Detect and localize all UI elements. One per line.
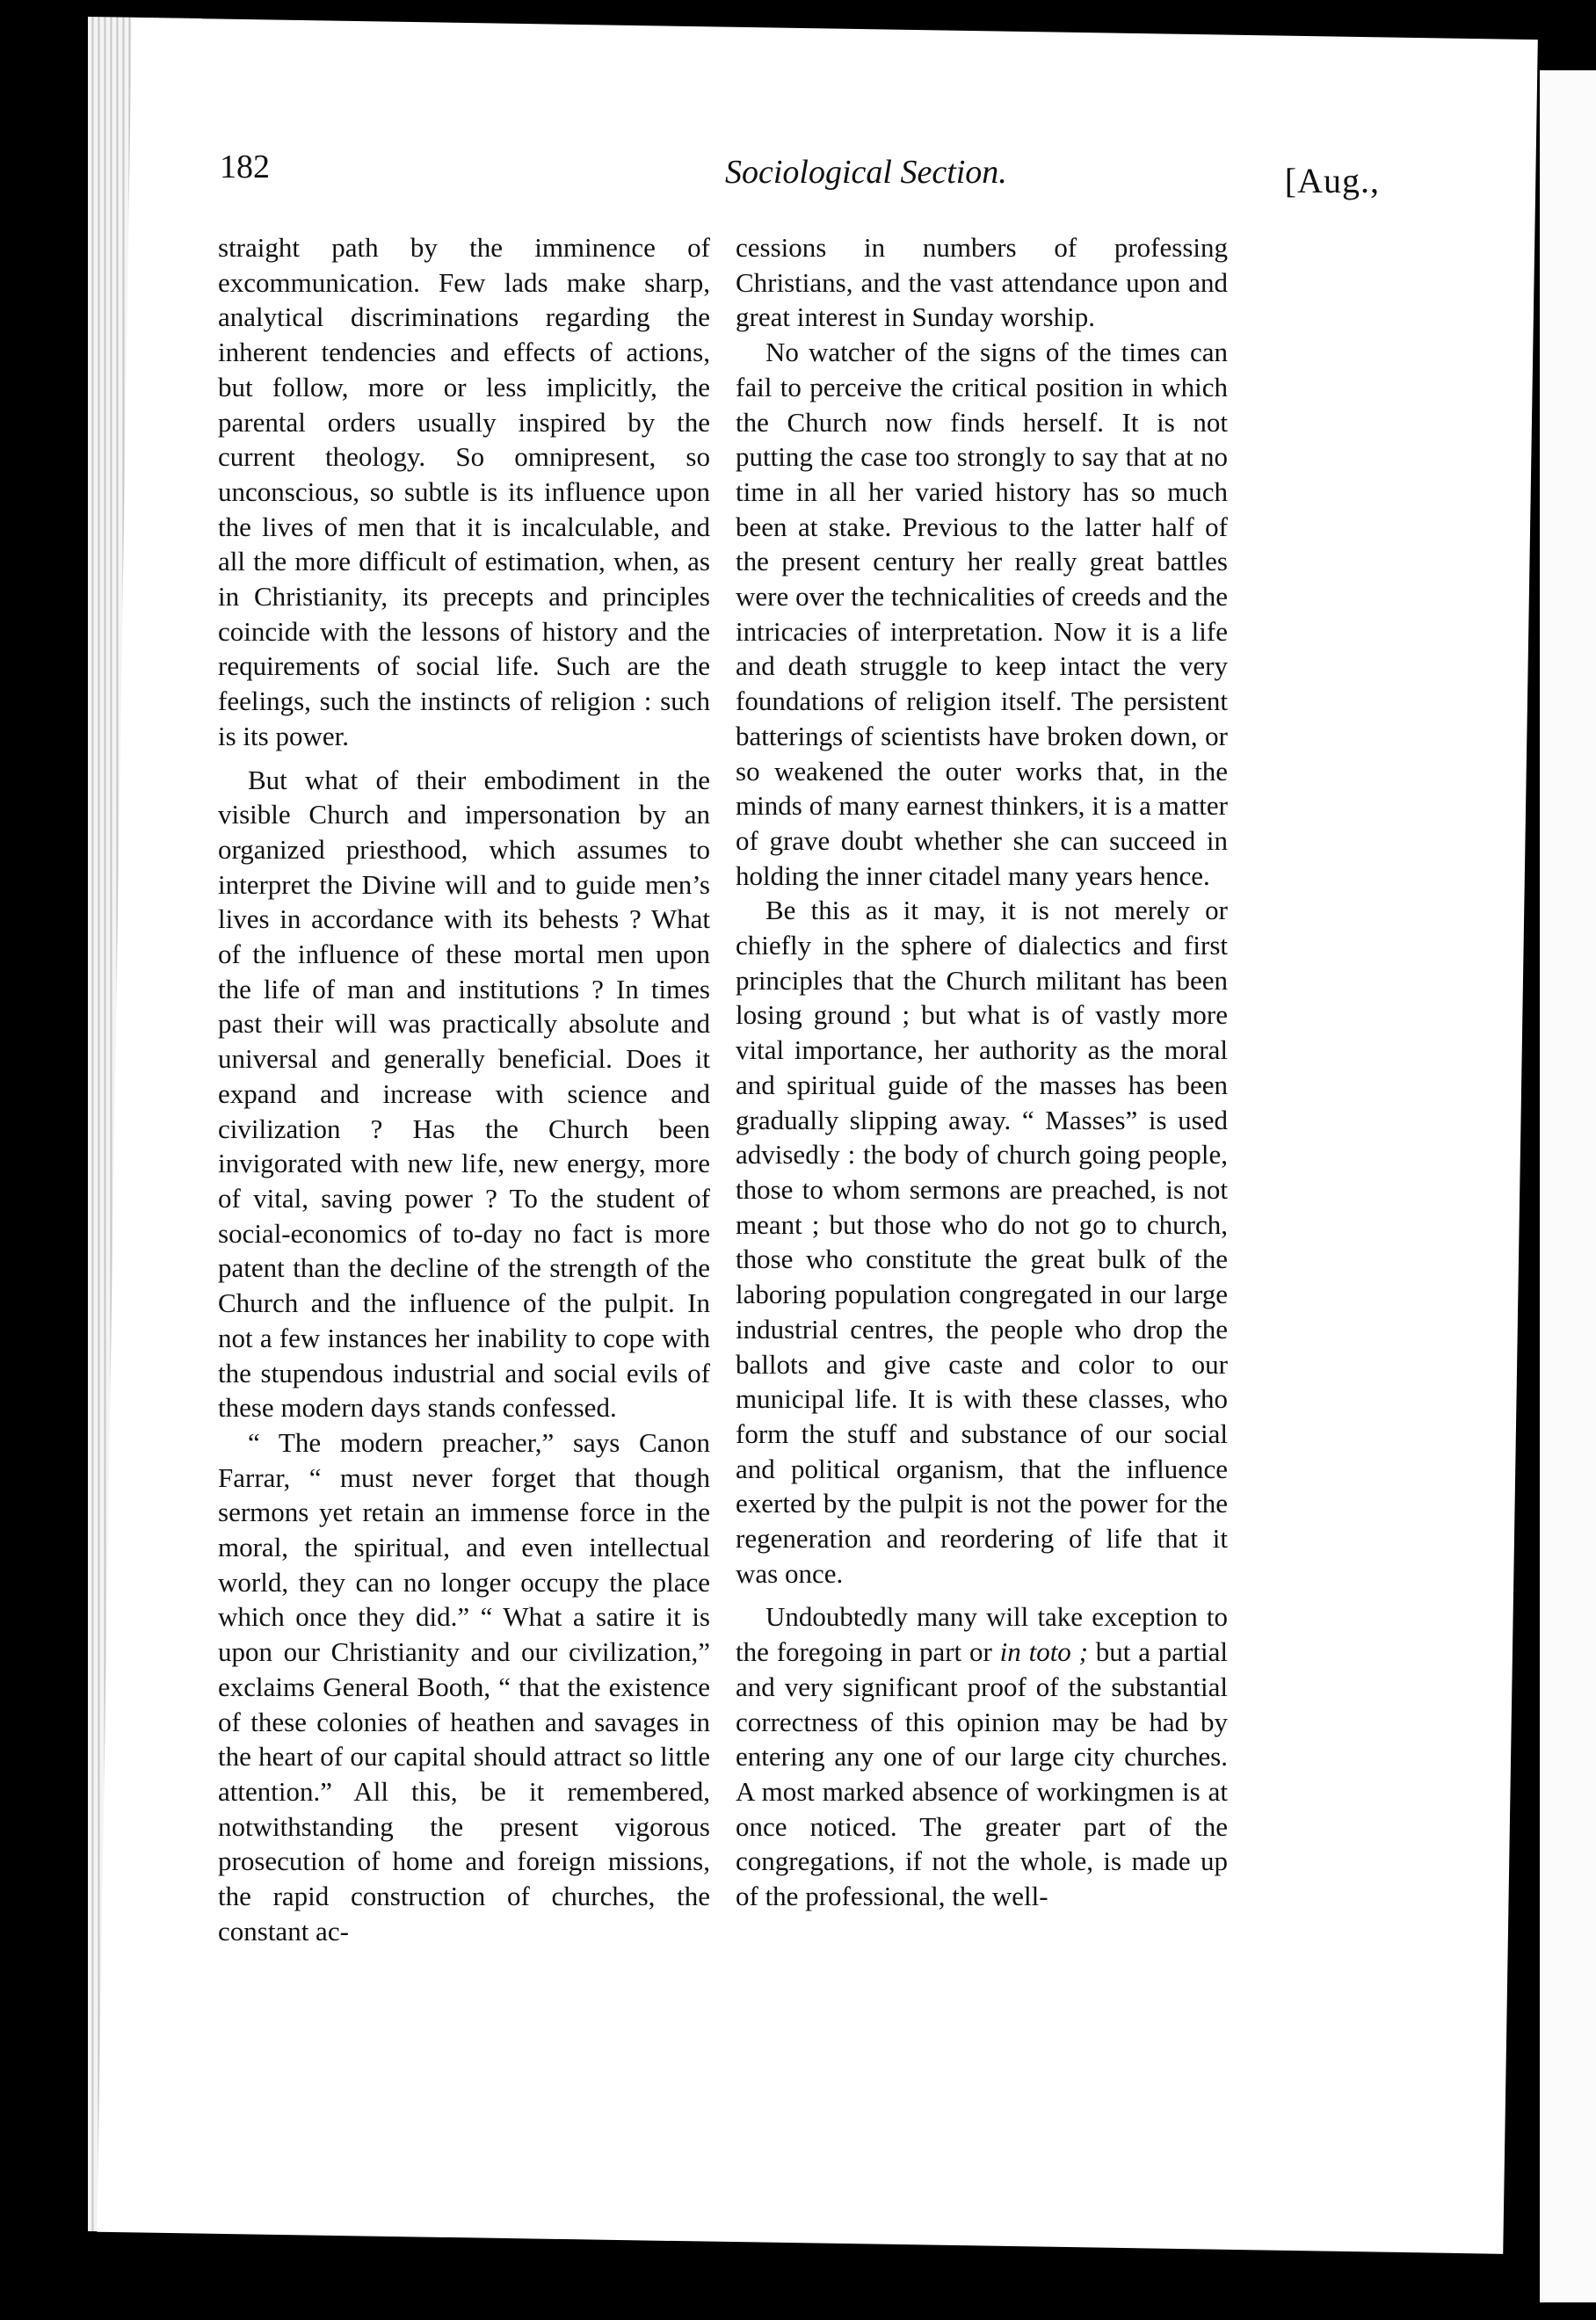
paragraph: Be this as it may, it is not merely or chiefly in the sphere of dialectics and first principles that the Church militant has been losing ground ; but what is of vastly more vital importance, her authority as the moral and spiritual guide of the masses has been gradually slipping away. “ Masses” is used advisedly : the body of church going people, those to whom sermons are preached, is not meant ; but those who do not go to church, those who constitute the great bulk of the laboring population congregated in our large industrial centres, the people who drop the ballots and give caste and color to our municipal life. It is with these classes, who form the stuff and substance of our social and political organism, that the influence exerted by the pulpit is not the power for the regeneration and reordering of life that it was once. [736, 895, 1228, 1589]
paragraph: cessions in numbers of professing Christians, and the vast attendance upon and great interest in Sunday worship. [736, 232, 1228, 333]
page-header [220, 148, 1380, 200]
paragraph: “ The modern preacher,” says Canon Farrar, “ must never forget that though sermons yet retain an immense force in the moral, the spiritual, and even intellectual world, they can no longer occupy the place which once they did.” “ What a satire it is upon our Christianity and our civilization,” exclaims General Booth, “ that the existence of these colonies of heathen and savages in the heart of our capital should attract so little attention.” All this, be it remembered, notwithstanding the present vigorous prosecution of home and foreign missions, the rapid construction of churches, the constant ac- [218, 1426, 710, 1947]
paragraph: straight path by the imminence of excommunication. Few lads make sharp, analytical discriminations regarding the inherent tendencies and effects of actions, but follow, more or less implicitly, the parental orders usually inspired by the current theology. So omnipresent, so unconscious, so subtle is its influence upon the lives of men that it is incalculable, and all the more difficult of estimation, when, as in Christianity, its precepts and principles coincide with the lessons of history and the requirements of social life. Such are the feelings, such the instincts of religion : such is its power. [218, 232, 710, 751]
paragraph [736, 1599, 1228, 1913]
paragraph: No watcher of the signs of the times can fail to perceive the critical position in which the Church now finds herself. It is not putting the case too strongly to say that at no time in all her varied history has so much been at stake. Previous to the latter half of the present century her really great battles were over the technicalities of creeds and the intricacies of interpretation. Now it is a life and death struggle to keep intact the very foundations of religion itself. The persistent batterings of scientists have broken down, or so weakened the outer works that, in the minds of many earnest thinkers, it is a matter of grave doubt whether she can succeed in holding the inner citadel many years hence. [736, 337, 1228, 891]
paragraph: But what of their embodiment in the visible Church and impersonation by an organized priesthood, which assumes to interpret the Divine will and to guide men’s lives in accordance with its behests ? What of the influence of these mortal men upon the life of man and institutions ? In times past their will was practically absolute and universal and generally beneficial. Does it expand and increase with science and civilization ? Has the Church been invigorated with new life, new energy, more of vital, saving power ? To the student of social-economics of to-day no fact is more patent than the decline of the strength of the Church and the influence of the pulpit. In not a few instances her inability to cope with the stupendous industrial and social evils of these modern days stands confessed. [218, 764, 710, 1424]
date-mark: [Aug., [1284, 161, 1380, 200]
paragraph-text: Undoubtedly many will take exception to the foregoing in part or [736, 1601, 1228, 1668]
running-title: Sociological Section. [725, 154, 1007, 191]
facing-page-edge [1540, 70, 1596, 2302]
right-column [736, 230, 1228, 1914]
left-column [218, 230, 710, 1948]
page-number: 182 [220, 149, 270, 185]
paragraph-text: but a partial and very significant proof of the substantial correctness of this opinion may be had by entering any one of our large city churches. A most marked absence of workingmen is at once noticed. The greater part of the congregations, if not the whole, is made up of the professional, the well- [736, 1636, 1228, 1912]
italic-phrase: in toto ; [999, 1636, 1088, 1668]
